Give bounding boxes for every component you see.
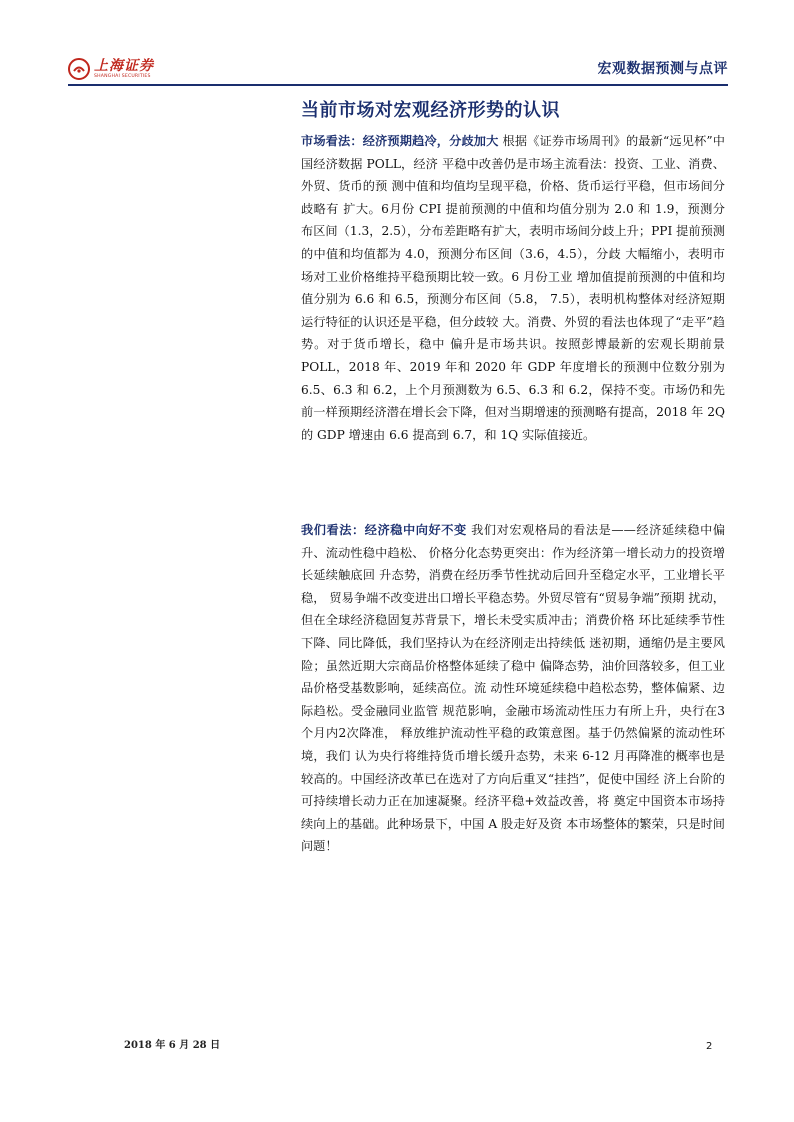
document-type: 宏观数据预测与点评 xyxy=(597,61,728,77)
header-divider xyxy=(68,84,728,86)
paragraph-lead: 市场看法：经济预期趋冷，分歧加大 xyxy=(301,134,499,148)
paragraph-lead: 我们看法：经济稳中向好不变 xyxy=(301,523,467,537)
logo-seal-icon xyxy=(68,58,90,80)
page-number: 2 xyxy=(706,1041,713,1052)
section-title: 当前市场对宏观经济形势的认识 xyxy=(301,100,560,121)
paragraph-text: 根据《证券市场周刊》的最新“远见杯”中国经济数据 POLL，经济 平稳中改善仍是市场主流看法：投资、工业、消费、外贸、货币的预 测中值和均值均呈现平稳，价格、货币运行平稳，但市场间分歧略有 扩大。6月份 CPI 提前预测的中值和均值分别为 2.0 和 1.9，预测分 布区间（1.3，2.5），分布差距略有扩大，表明市场间分歧上升；PPI 提前预测的中值和均值都为 4.0，预测分布区间（3.6，4.5），分歧 大幅缩小，表明市场对工业价格维持平稳预期比较一致。6 月份工业 增加值提前预测的中值和均值分别为 6.6 和 6.5，预测分布区间（5.8， 7.5），表明机构整体对经济短期运行特征的认识还是平稳，但分歧较 大。消费、外贸的看法也体现了“走平”趋势。对于货币增长，稳中 偏升是市场共识。按照彭博最新的宏观长期前景 POLL，2018 年、2019 年和 2020 年 GDP 年度增长的预测中位数分别为 6.5、6.3 和 6.2，上个月预测数为 6.5、6.3 和 6.2，保持不变。市场仍和先前一样预期经济潜在增长会下降，但对当期增速的预测略有提高，2018 年 2Q 的 GDP 增速由 6.6 提高到 6.7，和 1Q 实际值接近。 xyxy=(301,134,725,442)
page-header xyxy=(68,54,728,86)
paragraph-text: 我们对宏观格局的看法是——经济延续稳中偏升、流动性稳中趋松、 价格分化态势更突出：作为经济第一增长动力的投资增长延续触底回 升态势，消费在经历季节性扰动后回升至稳定水平，工业增长平稳， 贸易争端不改变进出口增长平稳态势。外贸尽管有“贸易争端”预期 扰动，但在全球经济稳固复苏背景下，增长未受实质冲击；消费价格 环比延续季节性下降、同比降低，我们坚持认为在经济刚走出持续低 迷初期，通缩仍是主要风险；虽然近期大宗商品价格整体延续了稳中 偏降态势，油价回落较多，但工业品价格受基数影响，延续高位。流 动性环境延续稳中趋松态势，整体偏紧、边际趋松。受金融同业监管 规范影响，金融市场流动性压力有所上升，央行在3个月内2次降准， 释放维护流动性平稳的政策意图。基于仍然偏紧的流动性环境，我们 认为央行将维持货币增长缓升态势，未来 6-12 月再降准的概率也是 较高的。中国经济改革已在选对了方向后重叉“挂挡”，促使中国经 济上台阶的可持续增长动力正在加速凝聚。经济平稳+效益改善，将 奠定中国资本市场持续向上的基础。此种场景下，中国 A 股走好及资 本市场整体的繁荣，只是时间问题！ xyxy=(301,523,726,854)
paragraph-our-view xyxy=(301,519,725,858)
report-date: 2018 年 6 月 28 日 xyxy=(124,1040,221,1051)
company-logo xyxy=(68,58,154,80)
logo-chinese-name: 上海证券 xyxy=(94,57,154,74)
logo-english-name: SHANGHAI SECURITIES xyxy=(94,73,151,79)
paragraph-market-view xyxy=(301,130,725,446)
